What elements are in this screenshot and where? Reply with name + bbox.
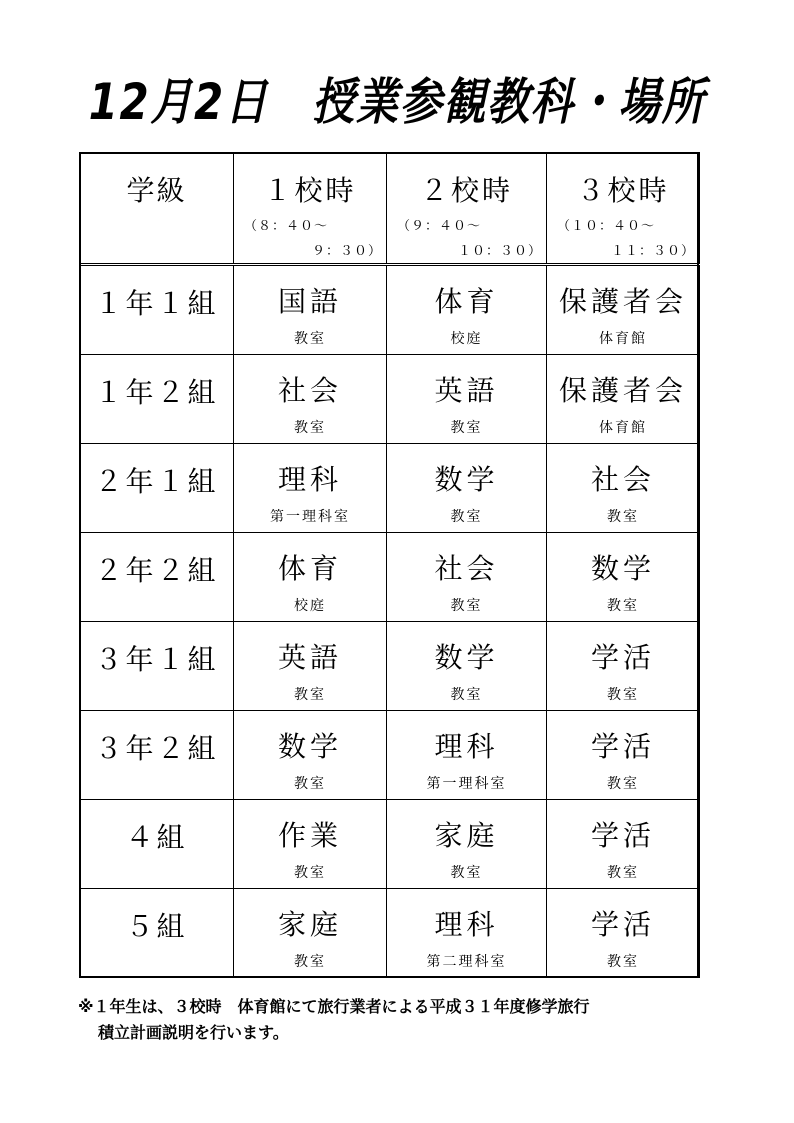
room-name: 校庭 <box>294 598 326 614</box>
schedule-table <box>79 152 700 978</box>
class-name: ３年２組 <box>94 732 219 765</box>
room-name: 教室 <box>450 865 483 881</box>
room-name: 教室 <box>294 776 326 792</box>
table-header-row <box>80 153 700 265</box>
class-name: ２年２組 <box>94 554 219 587</box>
header-cell-class <box>80 153 234 265</box>
period-time-end: １０：３０） <box>457 244 542 259</box>
subject-name: 理科 <box>434 730 499 763</box>
room-name: 教室 <box>607 687 639 703</box>
table-row <box>80 444 700 533</box>
class-name: １年１組 <box>94 287 219 320</box>
schedule-cell <box>547 889 700 978</box>
corner-label: 学級 <box>126 174 187 207</box>
class-name: ２年１組 <box>94 465 219 498</box>
period-label: ２校時 <box>419 174 513 207</box>
schedule-cell <box>387 622 547 711</box>
subject-name: 学活 <box>590 908 655 941</box>
room-name: 教室 <box>450 509 483 525</box>
table-row <box>80 533 700 622</box>
schedule-cell <box>547 533 700 622</box>
schedule-cell <box>234 265 387 355</box>
table-row <box>80 800 700 889</box>
table-row <box>80 622 700 711</box>
subject-name: 社会 <box>434 552 499 585</box>
footnote-line-2: 積立計画説明を行います。 <box>98 1023 289 1042</box>
subject-name: 家庭 <box>277 908 342 941</box>
schedule-cell <box>387 711 547 800</box>
room-name: 教室 <box>607 865 639 881</box>
table-row <box>80 355 700 444</box>
period-label: ３校時 <box>576 174 670 207</box>
room-name: 第一理科室 <box>426 776 507 792</box>
schedule-cell <box>547 622 700 711</box>
subject-name: 学活 <box>590 730 655 763</box>
schedule-cell <box>547 265 700 355</box>
schedule-cell <box>387 265 547 355</box>
subject-name: 体育 <box>277 552 342 585</box>
room-name: 教室 <box>450 420 483 436</box>
room-name: 教室 <box>294 954 326 970</box>
class-cell <box>80 533 234 622</box>
subject-name: 理科 <box>277 463 342 496</box>
room-name: 体育館 <box>599 420 647 436</box>
header-cell-period-1 <box>234 153 387 265</box>
schedule-cell <box>547 355 700 444</box>
period-time-start: （１０：４０～ <box>557 219 656 234</box>
header-cell-period-2 <box>387 153 547 265</box>
table-row <box>80 889 700 978</box>
schedule-cell <box>387 355 547 444</box>
schedule-cell <box>234 355 387 444</box>
room-name: 教室 <box>607 598 639 614</box>
subject-name: 保護者会 <box>558 374 687 407</box>
schedule-cell <box>387 444 547 533</box>
schedule-cell <box>387 533 547 622</box>
class-name: １年２組 <box>94 376 219 409</box>
schedule-cell <box>234 889 387 978</box>
class-cell <box>80 800 234 889</box>
subject-name: 社会 <box>277 374 342 407</box>
schedule-cell <box>234 800 387 889</box>
class-name: ５組 <box>125 910 188 943</box>
class-name: ４組 <box>125 821 188 854</box>
period-time-start: （８：４０～ <box>244 219 329 234</box>
class-cell <box>80 265 234 355</box>
room-name: 教室 <box>294 865 326 881</box>
room-name: 教室 <box>607 954 639 970</box>
header-cell-period-3 <box>547 153 700 265</box>
class-cell <box>80 622 234 711</box>
subject-name: 数学 <box>277 730 342 763</box>
footnote <box>78 994 738 1046</box>
footnote-line-1: ※１年生は、３校時 体育館にて旅行業者による平成３１年度修学旅行 <box>78 997 590 1016</box>
subject-name: 学活 <box>590 641 655 674</box>
class-cell <box>80 444 234 533</box>
period-time-end: １１：３０） <box>610 244 695 259</box>
subject-name: 体育 <box>434 285 499 318</box>
room-name: 教室 <box>294 687 326 703</box>
subject-name: 理科 <box>434 908 499 941</box>
class-cell <box>80 711 234 800</box>
room-name: 教室 <box>607 509 639 525</box>
room-name: 教室 <box>607 776 639 792</box>
period-label: １校時 <box>263 174 357 207</box>
page-title: 12月2日 授業参観教科・場所 <box>88 73 706 131</box>
class-cell <box>80 889 234 978</box>
period-time-start: （９：４０～ <box>397 219 482 234</box>
subject-name: 英語 <box>277 641 342 674</box>
room-name: 体育館 <box>599 331 647 347</box>
schedule-cell <box>547 711 700 800</box>
subject-name: 数学 <box>590 552 655 585</box>
subject-name: 保護者会 <box>558 285 687 318</box>
room-name: 校庭 <box>450 331 483 347</box>
subject-name: 英語 <box>434 374 499 407</box>
schedule-cell <box>234 622 387 711</box>
schedule-cell <box>547 444 700 533</box>
class-cell <box>80 355 234 444</box>
subject-name: 数学 <box>434 463 499 496</box>
room-name: 教室 <box>294 331 326 347</box>
room-name: 教室 <box>450 598 483 614</box>
schedule-cell <box>387 800 547 889</box>
table-row <box>80 265 700 355</box>
subject-name: 作業 <box>277 819 342 852</box>
class-name: ３年１組 <box>94 643 219 676</box>
subject-name: 家庭 <box>434 819 499 852</box>
subject-name: 国語 <box>277 285 342 318</box>
schedule-cell <box>547 800 700 889</box>
subject-name: 社会 <box>590 463 655 496</box>
schedule-cell <box>234 533 387 622</box>
room-name: 第一理科室 <box>270 509 350 525</box>
room-name: 教室 <box>294 420 326 436</box>
room-name: 第二理科室 <box>426 954 507 970</box>
table-row <box>80 711 700 800</box>
schedule-cell <box>234 711 387 800</box>
subject-name: 数学 <box>434 641 499 674</box>
schedule-cell <box>387 889 547 978</box>
subject-name: 学活 <box>590 819 655 852</box>
schedule-cell <box>234 444 387 533</box>
period-time-end: ９：３０） <box>311 244 382 259</box>
room-name: 教室 <box>450 687 483 703</box>
